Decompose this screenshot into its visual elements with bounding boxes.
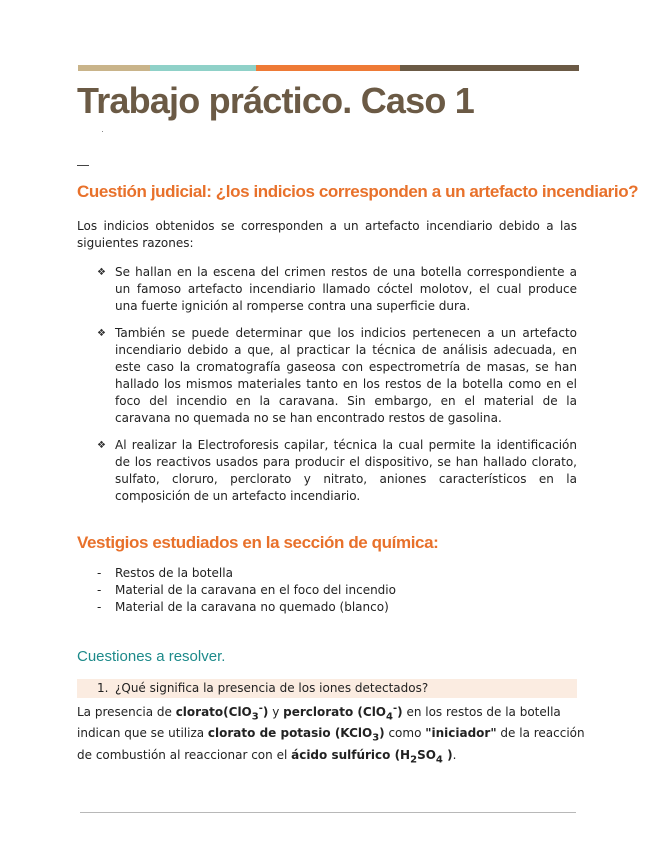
answer-bold: clorato de potasio (KClO (207, 726, 373, 741)
answer-bold: ) (379, 726, 385, 741)
answer-bold: ) (262, 705, 269, 719)
section-heading-vestigios: Vestigios estudiados en la sección de química: (77, 533, 439, 552)
dash-bullet: - (97, 583, 102, 597)
stray-mark (102, 131, 103, 132)
subscript: 3 (372, 732, 380, 744)
answer-bold: perclorato (ClO (283, 705, 387, 719)
superscript: - (258, 703, 263, 714)
list-item (77, 325, 577, 427)
subscript: 2 (410, 754, 418, 766)
color-bar-segment (256, 65, 400, 71)
reasons-list (77, 264, 577, 515)
color-bar-segment (400, 65, 579, 71)
answer-text: . (452, 747, 457, 762)
dash-bullet: - (97, 600, 102, 614)
intro-paragraph: Los indicios obtenidos se corresponden a un artefacto incendiario debido a las siguientes razones: (77, 219, 577, 250)
list-item-text: Material de la caravana en el foco del incendio (115, 583, 396, 597)
list-item (77, 437, 577, 505)
list-item-text: Al realizar la Electroforesis capilar, técnica la cual permite la identificación de los reactivos usados para producir el dispositivo, se han hallado clorato, sulfato, cloruro, perclorato y nitrato, aniones característicos en la composición de un artefacto incendiario. (115, 438, 577, 503)
answer-text: en los restos de la botella indican que se utiliza (77, 705, 561, 741)
diamond-bullet-icon: ❖ (97, 328, 106, 339)
answer-bold: SO (417, 747, 436, 762)
question-number: 1. (97, 681, 109, 695)
answer-paragraph (77, 700, 587, 768)
list-item-text: Se hallan en la escena del crimen restos de una botella correspondiente a un famoso artefacto incendiario llamado cóctel molotov, el cual produce una fuerte ignición al romperse contra una superficie dura. (115, 265, 577, 313)
header-color-bar (78, 65, 579, 71)
answer-bold: clorato(ClO (175, 705, 252, 719)
list-item (77, 264, 577, 315)
short-divider (77, 165, 89, 166)
subscript: 4 (435, 754, 443, 766)
answer-bold: ácido sulfúrico (H (291, 747, 411, 762)
section-heading-judicial: Cuestión judicial: ¿los indicios corresponden a un artefacto incendiario? (77, 182, 639, 201)
footer-divider (80, 812, 576, 813)
list-item (77, 582, 396, 599)
answer-text: de la reacción de combustión al reaccionar con el (77, 726, 585, 762)
list-item-text: También se puede determinar que los indicios pertenecen a un artefacto incendiario debido a que, al practicar la técnica de análisis adecuada, en este caso la cromatografía gaseosa con espectrometría de masas, se han hallado los mismos materiales tanto en los restos de la botella como en el foco del incendio en la caravana. Sin embargo, en el material de la caravana no quemada no se han encontrado restos de gasolina. (115, 326, 577, 425)
answer-bold: ) (397, 705, 403, 719)
answer-text: como (384, 726, 426, 741)
diamond-bullet-icon: ❖ (97, 440, 106, 451)
page-title: Trabajo práctico. Caso 1 (77, 80, 474, 121)
diamond-bullet-icon: ❖ (97, 267, 106, 278)
superscript: - (392, 703, 398, 714)
question-text: ¿Qué significa la presencia de los iones detectados? (115, 681, 429, 695)
section-heading-cuestiones: Cuestiones a resolver. (77, 648, 226, 665)
answer-text: y (268, 705, 284, 719)
answer-text: La presencia de (77, 705, 176, 719)
subscript: 4 (386, 711, 393, 723)
list-item (77, 599, 396, 616)
list-item (77, 565, 396, 582)
color-bar-segment (78, 65, 150, 71)
question-item (77, 679, 577, 698)
list-item-text: Material de la caravana no quemado (blanco) (115, 600, 389, 614)
subscript: 3 (251, 711, 259, 723)
list-item-text: Restos de la botella (115, 566, 233, 580)
color-bar-segment (150, 65, 256, 71)
dash-bullet: - (97, 566, 102, 580)
answer-bold: ) (442, 747, 453, 762)
vestigios-list (77, 565, 396, 616)
answer-bold: "iniciador" (425, 726, 497, 741)
